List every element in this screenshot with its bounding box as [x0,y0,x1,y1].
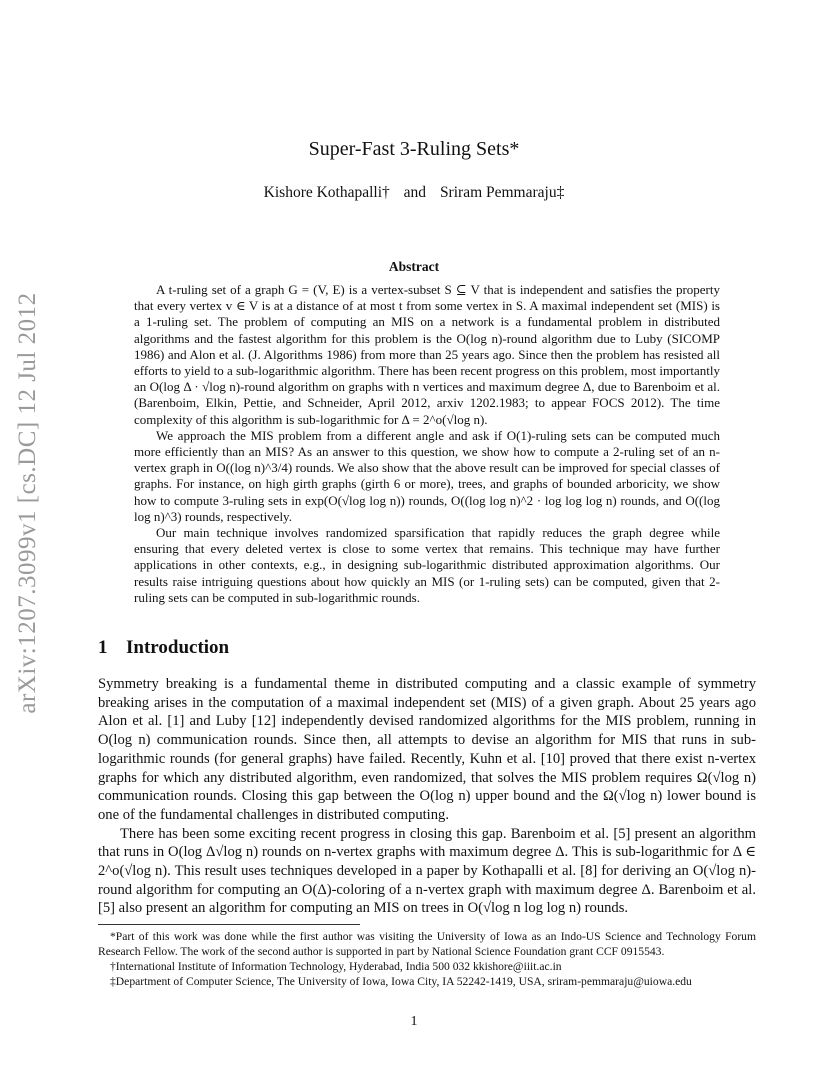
arxiv-sidebar-stamp [6,268,50,738]
abstract-body [134,282,720,606]
author-separator: and [403,184,427,201]
footnote-3: ‡Department of Computer Science, The University of Iowa, Iowa City, IA 52242-1419, USA, sriram-pemmaraju@uiowa.edu [110,975,692,988]
footnote-2: †International Institute of Information Technology, Hyderabad, India 500 032 kkishore@iiit.ac.in [110,960,562,973]
page-number: 1 [410,1014,418,1029]
body-paragraph-1: Symmetry breaking is a fundamental theme in distributed computing and a classic example of symmetry breaking arises in the computation of a maximal independent set (MIS) of a given graph. About 25 years ago Alon et al. [1] and Luby [12] independently devised randomized algorithms for the MIS problem, running in O(log n) communication rounds. Since then, all attempts to devise an algorithm for MIS that runs in sub-logarithmic rounds (for general graphs) have failed. Recently, Kuhn et al. [10] proved that there exist n-vertex graphs for which any distributed algorithm, even randomized, that solves the MIS problem requires Ω(√log n) communication rounds. Closing this gap between the O(log n) upper bound and the Ω(√log n) lower bound is one of the fundamental challenges in distributed computing. [98,676,756,823]
footnote-1: *Part of this work was done while the first author was visiting the University of Iowa as an Indo-US Science and Technology Forum Research Fellow. The work of the second author is supported in part by National Science Foundation grant CCF 0915543. [98,930,756,958]
author-1: Kishore Kothapalli† [263,184,390,201]
abstract-paragraph-3: Our main technique involves randomized sparsification that rapidly reduces the graph degree while ensuring that every deleted vertex is close to some vertex that remains. This technique may have further applications in other contexts, e.g., in designing sub-logarithmic distributed approximation algorithms. Our results raise intriguing questions about how quickly an MIS (or 1-ruling sets) can be computed, given that 2-ruling sets can be computed in sub-logarithmic rounds. [134,525,720,605]
introduction-body [98,675,756,918]
arxiv-id: arXiv:1207.3099v1 [cs.DC] 12 Jul 2012 [14,292,41,714]
footnotes [98,929,756,989]
abstract-paragraph-1: A t-ruling set of a graph G = (V, E) is a vertex-subset S ⊆ V that is independent and satisfies the property that every vertex v ∈ V is at a distance of at most t from some vertex in S. A maximal independent set (MIS) is a 1-ruling set. The problem of computing an MIS on a network is a fundamental problem in distributed algorithms and the fastest algorithm for this problem is the O(log n)-round algorithm due to Luby (SICOMP 1986) and Alon et al. (J. Algorithms 1986) from more than 25 years ago. Since then the problem has resisted all efforts to yield to a sub-logarithmic algorithm. There has been recent progress on this problem, most importantly an O(log Δ · √log n)-round algorithm on graphs with n vertices and maximum degree Δ, due to Barenboim et al. (Barenboim, Elkin, Pettie, and Schneider, April 2012, arxiv 1202.1983; to appear FOCS 2012). The time complexity of this algorithm is sub-logarithmic for Δ = 2^o(√log n). [134,282,720,427]
section-title: Introduction [126,637,230,658]
section-heading [98,637,229,659]
section-number: 1 [98,637,108,658]
body-paragraph-2: There has been some exciting recent progress in closing this gap. Barenboim et al. [5] present an algorithm that runs in O(log Δ√log n) rounds on n-vertex graphs with maximum degree Δ. This is sub-logarithmic for Δ ∈ 2^o(√log n). This result uses techniques developed in a paper by Kothapalli et al. [8] for deriving an O(√log n)-round algorithm for computing an O(Δ)-coloring of a n-vertex graph with maximum degree Δ. Barenboim et al. [5] also present an algorithm for computing an MIS on trees in O(√log n log log n) rounds. [98,825,756,917]
author-2: Sriram Pemmaraju‡ [439,184,565,201]
author-line [0,184,828,202]
abstract-paragraph-2: We approach the MIS problem from a different angle and ask if O(1)-ruling sets can be computed much more efficiently than an MIS? As an answer to this question, we show how to compute a 2-ruling set of an n-vertex graph in O((log n)^3/4) rounds. We also show that the above result can be improved for special classes of graphs. For instance, on high girth graphs (girth 6 or more), trees, and graphs of bounded arboricity, we show how to compute 3-ruling sets in exp(O(√log log n)) rounds, O((log log n)^2 · log log log n) rounds, and O((log log n)^3) rounds, respectively. [134,427,720,524]
abstract-heading: Abstract [388,259,440,274]
footnote-rule [98,924,360,925]
paper-title: Super-Fast 3-Ruling Sets* [308,138,520,160]
